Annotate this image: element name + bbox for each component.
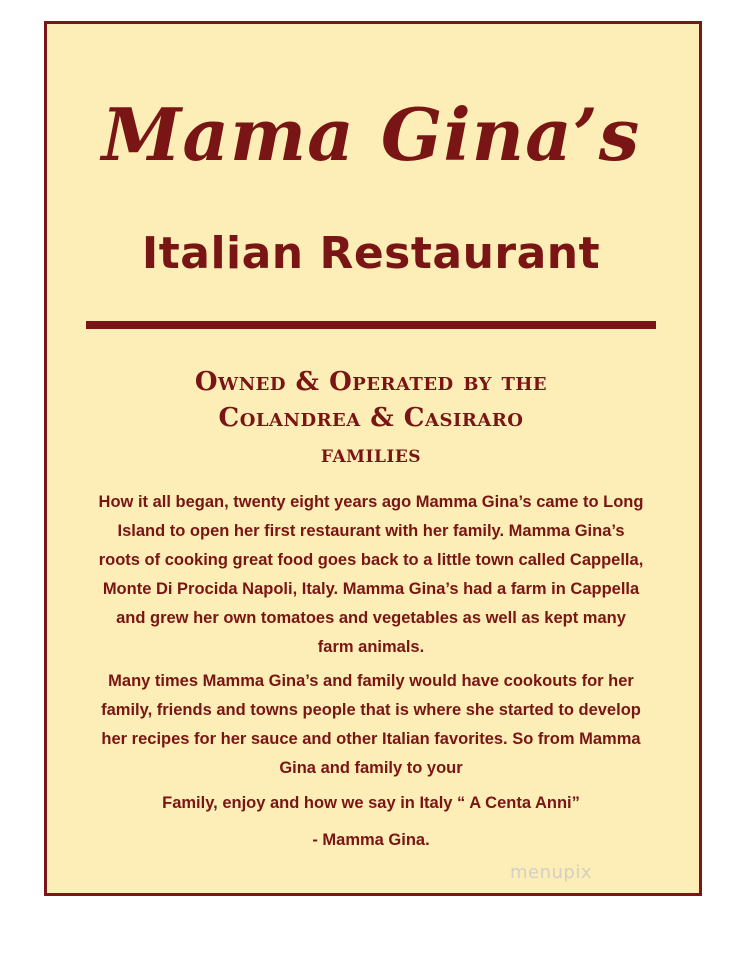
owners-line-2: Colandrea & Casiraro <box>218 403 524 433</box>
restaurant-name: Mama Gina’s <box>101 92 641 177</box>
owners-heading <box>60 364 682 472</box>
watermark-logo: menupix <box>510 862 593 883</box>
owners-line-1: Owned & Operated by the <box>194 367 548 397</box>
owners-line-3: families <box>320 439 422 468</box>
signature: - Mamma Gina. <box>312 831 430 849</box>
story-paragraph-1: How it all began, twenty eight years ago Mamma Gina’s came to Long Island to open her first restaurant with her family. Mamma Gina’s roots of cooking great food goes back to a little town called Cappella, Monte Di Procida Napoli, Italy. Mamma Gina’s had a farm in Cappella and grew her own tomatoes and vegetables as well as kept many farm animals. <box>98 493 644 656</box>
story-paragraph-3: Family, enjoy and how we say in Italy “ A Centa Anni” <box>162 794 580 812</box>
story-section <box>98 488 644 860</box>
divider-rule <box>86 321 656 329</box>
story-paragraph-2: Many times Mamma Gina’s and family would have cookouts for her family, friends and towns people that is where she started to develop her recipes for her sauce and other Italian favorites. So from Mamma Gina and family to your <box>101 672 641 777</box>
restaurant-subtitle: Italian Restaurant <box>141 228 601 279</box>
